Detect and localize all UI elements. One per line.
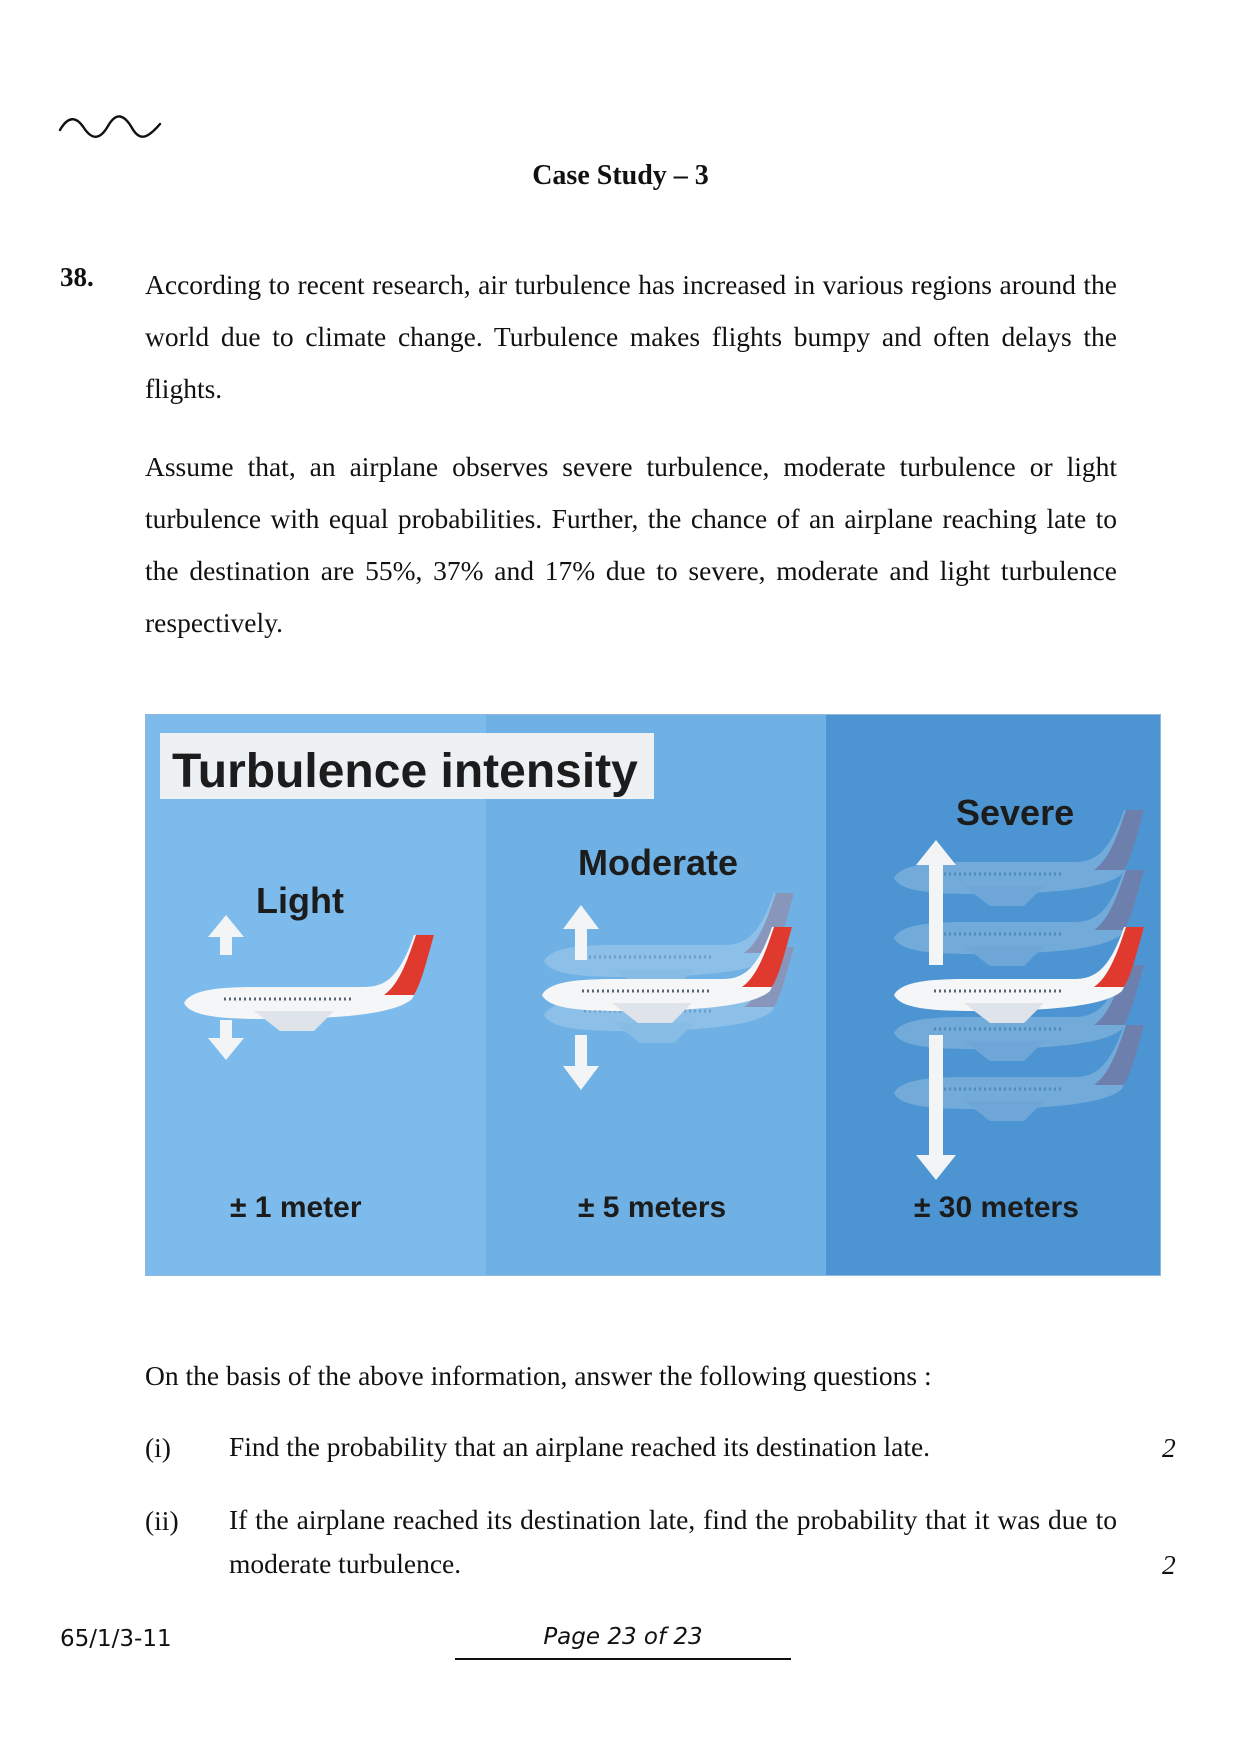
moderate-label: Moderate	[578, 842, 739, 883]
light-range-label: ± 1 meter	[230, 1191, 362, 1224]
question-i-marks: 2	[1162, 1432, 1176, 1463]
question-ii-marks: 2	[1162, 1549, 1176, 1580]
figure-heading: Turbulence intensity	[172, 745, 638, 798]
questions-lead-in: On the basis of the above information, answer the following questions :	[145, 1360, 932, 1391]
question-ii-text: If the airplane reached its destination late, find the probability that it was due to moderate turbulence.	[229, 1504, 1117, 1579]
page-number: Page 23 of 23	[455, 1624, 791, 1660]
question-ii-label: (ii)	[145, 1505, 179, 1536]
light-label: Light	[256, 880, 344, 921]
turbulence-intensity-figure	[145, 714, 1161, 1276]
intro-paragraph: According to recent research, air turbulence has increased in various regions around the world due to climate change. Turbulence makes flights bumpy and often delays the flights.	[145, 269, 1117, 404]
moderate-range-label: ± 5 meters	[578, 1191, 727, 1224]
question-number: 38.	[60, 262, 94, 292]
case-study-title: Case Study – 3	[532, 160, 709, 191]
handwritten-squiggle-mark	[58, 112, 162, 142]
question-i-label: (i)	[145, 1432, 171, 1463]
paper-code: 65/1/3-11	[60, 1626, 172, 1652]
severe-range-label: ± 30 meters	[914, 1191, 1079, 1224]
severe-label: Severe	[956, 792, 1075, 833]
question-i-text: Find the probability that an airplane reached its destination late.	[229, 1431, 931, 1462]
assumption-paragraph: Assume that, an airplane observes severe turbulence, moderate turbulence or light turbulence with equal probabilities. Further, the chance of an airplane reaching late to the destination are 55%, 37% and 17% due to severe, moderate and light turbulence respectively.	[145, 451, 1117, 638]
